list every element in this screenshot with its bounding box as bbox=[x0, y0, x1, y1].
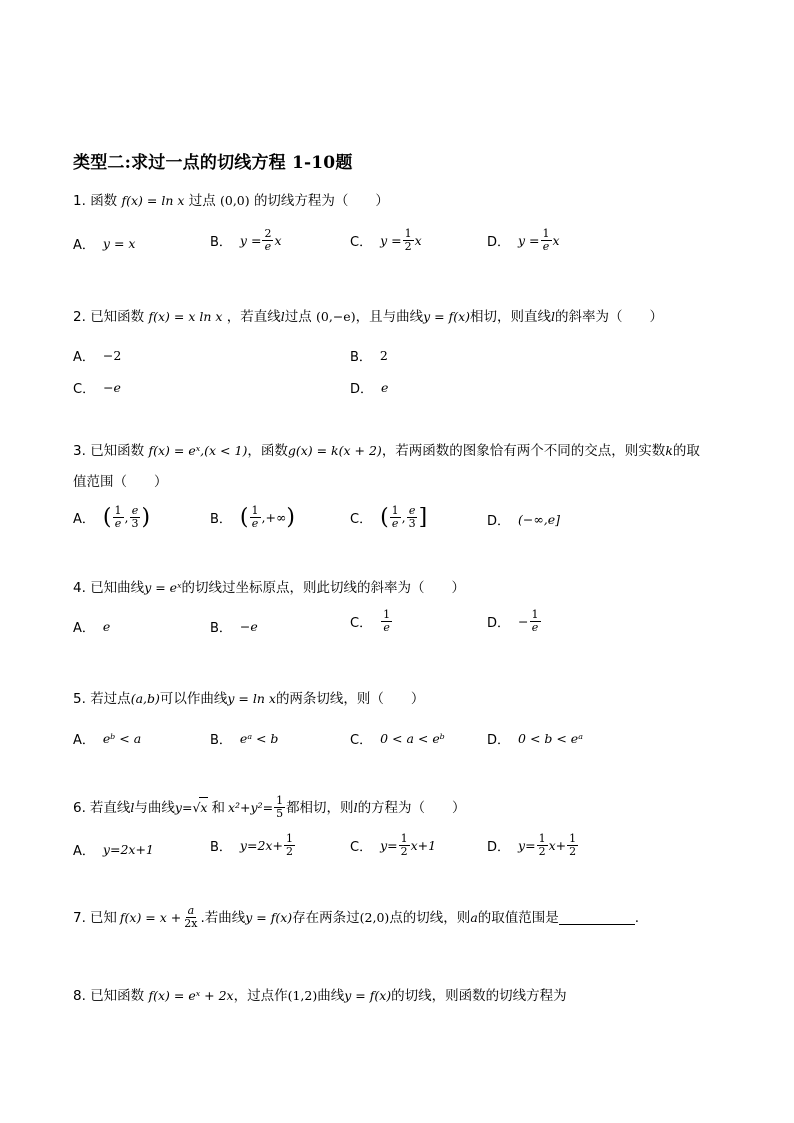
fraction: $\frac{1}{e}$ bbox=[114, 504, 122, 530]
question-3: 3. 已知函数 f(x) = eˣ,(x < 1)，函数g(x) = k(x + 2)，若两函数的图象恰有两个不同的交点，则实数k的取 bbox=[73, 443, 700, 459]
q4-option-b[interactable]: B． −e bbox=[210, 619, 258, 636]
q1-option-c[interactable]: C． y = $\frac{1}{2}$ x bbox=[350, 227, 422, 253]
fraction: $\frac{1}{2}$ bbox=[569, 832, 577, 858]
q2-option-a[interactable]: A． −2 bbox=[73, 348, 122, 365]
section-title: 类型二:求过一点的切线方程 1-10题 bbox=[73, 153, 353, 173]
fraction: $\frac{1}{e}$ bbox=[251, 504, 259, 530]
fraction: $\frac{e}{3}$ bbox=[408, 504, 416, 530]
q3-option-d[interactable]: D． (−∞,e] bbox=[487, 512, 561, 529]
fraction: $\frac{1}{e}$ bbox=[542, 227, 550, 253]
question-7: 7. 已知 f(x) = x + $\frac{a}{2x}$ .若曲线 y = f(x) 存在两条过 (2,0) 点的切线，则 a 的取值范围是 . bbox=[73, 904, 640, 930]
q3-option-a[interactable]: A． ( $\frac{1}{e}$ , $\frac{e}{3}$ ) bbox=[73, 504, 151, 530]
q4-option-a[interactable]: A． e bbox=[73, 619, 111, 636]
q1-option-d[interactable]: D． y = $\frac{1}{e}$ x bbox=[487, 227, 560, 253]
q3-option-b[interactable]: B． ( $\frac{1}{e}$ ,+∞ ) bbox=[210, 504, 295, 530]
fraction: $\frac{1}{2}$ bbox=[400, 832, 408, 858]
q3-option-c[interactable]: C． ( $\frac{1}{e}$ , $\frac{e}{3}$ ] bbox=[350, 504, 428, 530]
fraction: $\frac{1}{2}$ bbox=[285, 832, 293, 858]
fraction: $\frac{1}{2}$ bbox=[538, 832, 546, 858]
question-6: 6. 若直线 l 与曲线 y= √ x 和 x²+y²= $\frac{1}{5}$ 都相切，则 l 的方程为（ ） bbox=[73, 794, 466, 820]
q2-option-b[interactable]: B． 2 bbox=[350, 348, 388, 365]
fraction: $\frac{e}{3}$ bbox=[131, 504, 139, 530]
q4-option-d[interactable]: D． − $\frac{1}{e}$ bbox=[487, 608, 539, 634]
q6-option-c[interactable]: C． y= $\frac{1}{2}$ x+1 bbox=[350, 832, 437, 858]
q6-option-b[interactable]: B． y=2x+ $\frac{1}{2}$ bbox=[210, 832, 293, 858]
question-2: 2. 已知函数 f(x) = x ln x ，若直线l过点 (0,−e)，且与曲线y = f(x)相切，则直线l的斜率为（ ） bbox=[73, 309, 664, 325]
question-4: 4. 已知曲线y = eˣ的切线过坐标原点，则此切线的斜率为（ ） bbox=[73, 580, 466, 596]
q2-option-d[interactable]: D． e bbox=[350, 380, 389, 397]
answer-blank[interactable] bbox=[559, 910, 635, 925]
fraction: $\frac{a}{2x}$ bbox=[184, 904, 198, 930]
q5-option-c[interactable]: C． 0 < a < eᵇ bbox=[350, 731, 445, 748]
question-1: 1. 函数 f(x) = ln x 过点 (0,0) 的切线方程为（ ） bbox=[73, 193, 389, 209]
fraction: $\frac{1}{2}$ bbox=[404, 227, 412, 253]
q2-option-c[interactable]: C． −e bbox=[73, 380, 121, 397]
fraction: $\frac{1}{e}$ bbox=[383, 608, 391, 634]
question-5: 5. 若过点(a,b)可以作曲线y = ln x的两条切线，则（ ） bbox=[73, 691, 425, 707]
fraction: $\frac{1}{e}$ bbox=[391, 504, 399, 530]
q6-option-d[interactable]: D． y= $\frac{1}{2}$ x+ $\frac{1}{2}$ bbox=[487, 832, 577, 858]
q1-option-a[interactable]: A． y = x bbox=[73, 236, 136, 253]
fraction: $\frac{1}{e}$ bbox=[531, 608, 539, 634]
question-3-line-2: 值范围（ ） bbox=[73, 474, 168, 490]
fraction: $\frac{1}{5}$ bbox=[276, 794, 284, 820]
q5-option-a[interactable]: A． eᵇ < a bbox=[73, 731, 142, 748]
q1-option-b[interactable]: B． y = $\frac{2}{e}$ x bbox=[210, 227, 282, 253]
q5-option-d[interactable]: D． 0 < b < eᵃ bbox=[487, 731, 583, 748]
fraction: $\frac{2}{e}$ bbox=[264, 227, 272, 253]
sqrt-radicand: x bbox=[199, 797, 208, 818]
question-8: 8. 已知函数 f(x) = eˣ + 2x，过点作(1,2)曲线y = f(x)的切线，则函数的切线方程为 bbox=[73, 988, 567, 1004]
q4-option-c[interactable]: C． $\frac{1}{e}$ bbox=[350, 608, 391, 634]
q6-option-a[interactable]: A． y=2x+1 bbox=[73, 842, 154, 859]
q5-option-b[interactable]: B． eᵃ < b bbox=[210, 731, 279, 748]
